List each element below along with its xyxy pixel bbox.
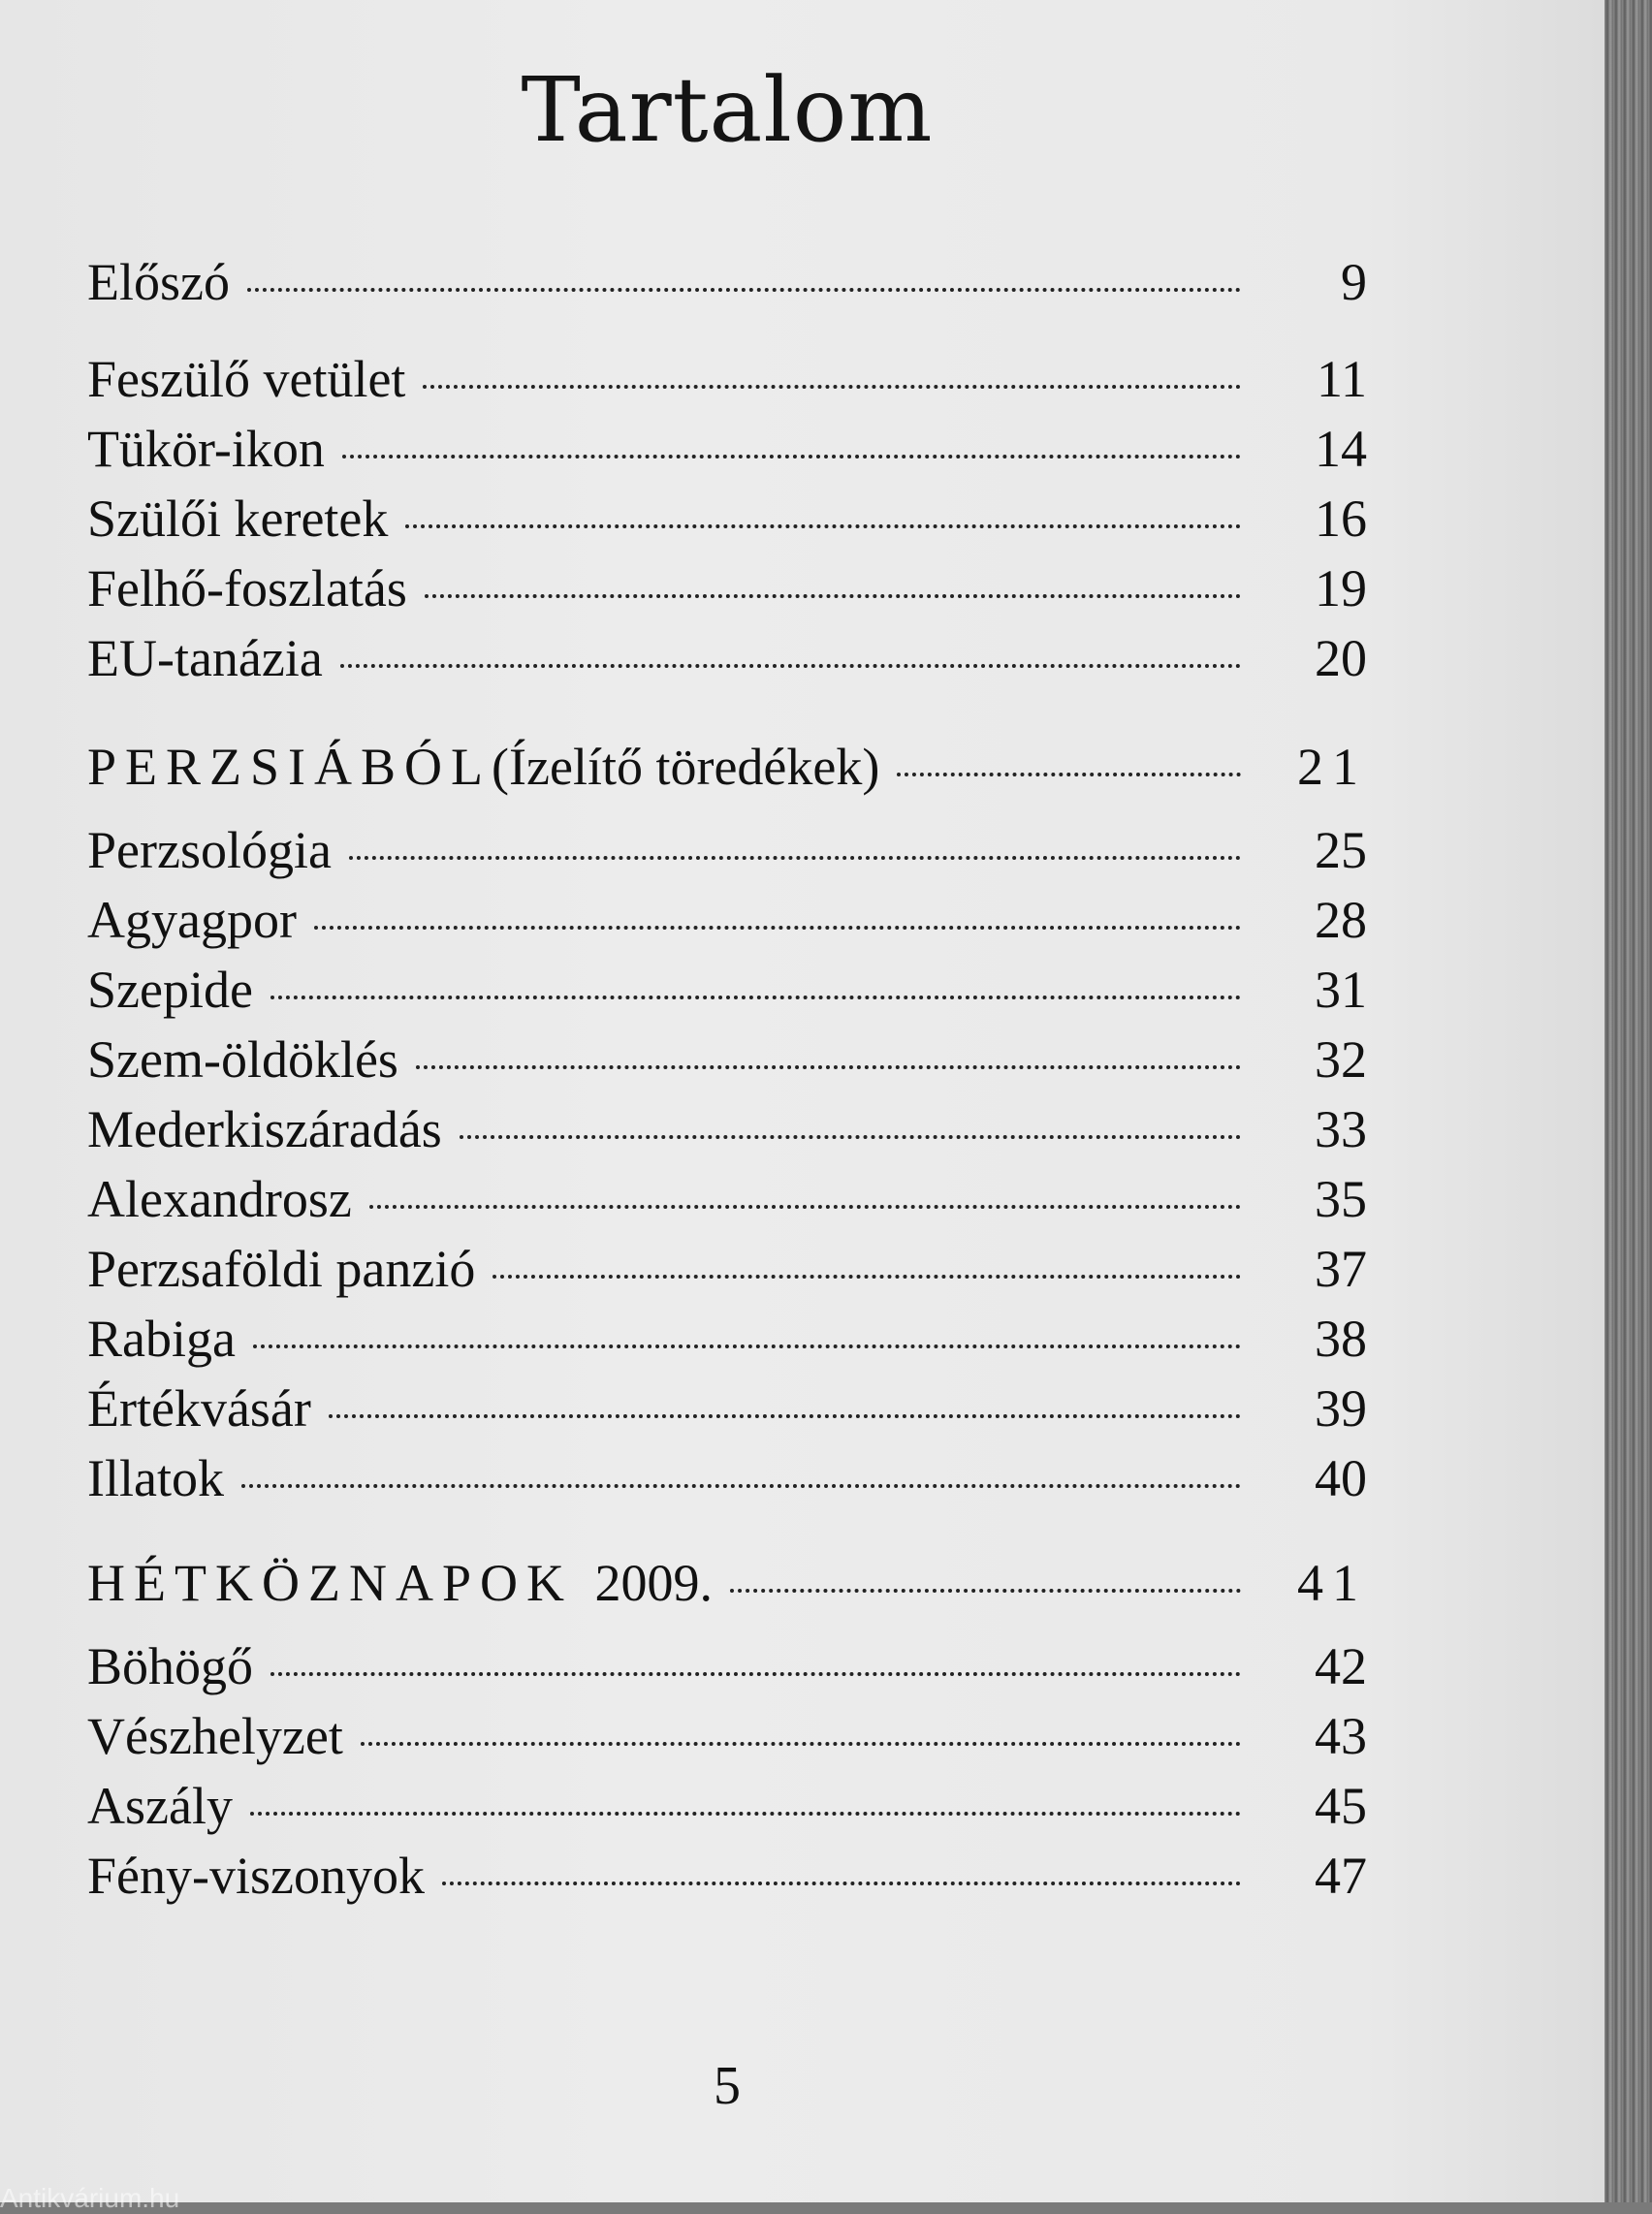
dot-leader	[247, 288, 1241, 292]
toc-entry-page: 37	[1315, 1240, 1367, 1298]
toc-entry-title: Feszülő vetület	[87, 350, 406, 408]
toc-entry	[87, 1706, 1367, 1776]
table-of-contents	[87, 252, 1367, 1915]
dot-leader	[423, 385, 1241, 389]
toc-entry	[87, 558, 1367, 628]
toc-entry-page: 41	[1297, 1554, 1367, 1612]
toc-section-heading	[87, 737, 1367, 807]
toc-entry-page: 9	[1341, 253, 1367, 311]
toc-entry-title: Szepide	[87, 961, 253, 1019]
dot-leader	[730, 1589, 1241, 1593]
toc-entry-page: 39	[1315, 1379, 1367, 1438]
dot-leader	[897, 773, 1241, 776]
toc-entry-page: 32	[1315, 1030, 1367, 1089]
dot-leader	[270, 996, 1241, 999]
toc-entry-page: 25	[1315, 821, 1367, 879]
toc-entry-title: Rabiga	[87, 1310, 236, 1368]
toc-entry-page: 45	[1315, 1777, 1367, 1835]
toc-entry-title: Alexandrosz	[87, 1170, 352, 1228]
dot-leader	[250, 1812, 1241, 1816]
watermark: Antikvárium.hu	[0, 2183, 180, 2213]
toc-entry-title: EU-tanázia	[87, 629, 323, 687]
dot-leader	[340, 664, 1241, 668]
toc-entry	[87, 1099, 1367, 1169]
toc-entry-title: Aszály	[87, 1777, 233, 1835]
section-name: HÉTKÖZNAPOK	[87, 1554, 573, 1612]
toc-entry	[87, 1169, 1367, 1239]
dot-leader	[416, 1065, 1241, 1069]
toc-entry	[87, 820, 1367, 890]
toc-entry-title: Értékvásár	[87, 1379, 311, 1438]
dot-leader	[270, 1672, 1241, 1676]
dot-leader	[425, 594, 1241, 598]
toc-entry	[87, 890, 1367, 960]
toc-entry	[87, 1776, 1367, 1846]
dot-leader	[241, 1484, 1241, 1488]
dot-leader	[442, 1882, 1241, 1885]
toc-section-title	[87, 737, 897, 797]
toc-entry-page: 31	[1315, 961, 1367, 1019]
toc-entry-page: 14	[1315, 420, 1367, 478]
toc-entry-page: 38	[1315, 1310, 1367, 1368]
toc-entry	[87, 1378, 1367, 1448]
toc-entry-title: Agyagpor	[87, 891, 297, 949]
toc-entry-title: Mederkiszáradás	[87, 1100, 442, 1158]
toc-entry-title: Illatok	[87, 1449, 224, 1507]
toc-entry	[87, 960, 1367, 1029]
toc-entry-page: 43	[1315, 1707, 1367, 1765]
toc-entry-title: Tükör-ikon	[87, 420, 325, 478]
toc-entry-page: 11	[1317, 350, 1367, 408]
page-title: Tartalom	[521, 58, 934, 162]
section-name: PERZSIÁBÓL	[87, 738, 492, 796]
toc-entry-title: Perzsológia	[87, 821, 332, 879]
section-subtitle: 2009.	[594, 1554, 713, 1612]
toc-entry-page: 33	[1315, 1100, 1367, 1158]
toc-entry	[87, 1239, 1367, 1309]
toc-entry-title: Fény-viszonyok	[87, 1847, 425, 1905]
dot-leader	[405, 524, 1241, 528]
toc-entry-page: 42	[1315, 1637, 1367, 1695]
toc-entry-title: Szülői keretek	[87, 490, 389, 548]
toc-entry-title: Vészhelyzet	[87, 1707, 343, 1765]
toc-entry-title: Böhögő	[87, 1637, 254, 1695]
toc-entry	[87, 489, 1367, 558]
toc-entry	[87, 252, 1367, 322]
toc-section-title	[87, 1553, 730, 1613]
toc-entry-page: 21	[1297, 738, 1367, 796]
toc-entry-title: Felhő-foszlatás	[87, 559, 407, 617]
book-spine-edge	[1604, 0, 1652, 2202]
toc-entry-title: Előszó	[87, 253, 230, 311]
toc-entry-page: 19	[1315, 559, 1367, 617]
dot-leader	[492, 1275, 1241, 1279]
toc-entry	[87, 1846, 1367, 1915]
toc-entry-page: 47	[1315, 1847, 1367, 1905]
toc-entry	[87, 1636, 1367, 1706]
toc-entry-title: Perzsaföldi panzió	[87, 1240, 476, 1298]
toc-entry	[87, 419, 1367, 489]
toc-entry	[87, 349, 1367, 419]
toc-entry-page: 35	[1315, 1170, 1367, 1228]
page-number: 5	[714, 2056, 741, 2116]
dot-leader	[460, 1135, 1241, 1139]
toc-entry-page: 20	[1315, 629, 1367, 687]
toc-entry-title: Szem-öldöklés	[87, 1030, 398, 1089]
toc-entry	[87, 1029, 1367, 1099]
toc-entry	[87, 1448, 1367, 1518]
toc-entry-page: 28	[1315, 891, 1367, 949]
dot-leader	[342, 455, 1241, 459]
toc-entry	[87, 628, 1367, 698]
section-subtitle: (Ízelítő töredékek)	[492, 738, 880, 796]
dot-leader	[329, 1414, 1241, 1418]
dot-leader	[369, 1205, 1241, 1209]
dot-leader	[349, 856, 1241, 860]
toc-section-heading	[87, 1553, 1367, 1623]
dot-leader	[314, 926, 1241, 930]
dot-leader	[253, 1344, 1241, 1348]
dot-leader	[361, 1742, 1241, 1746]
toc-entry-page: 16	[1315, 490, 1367, 548]
toc-entry-page: 40	[1315, 1449, 1367, 1507]
toc-entry	[87, 1309, 1367, 1378]
